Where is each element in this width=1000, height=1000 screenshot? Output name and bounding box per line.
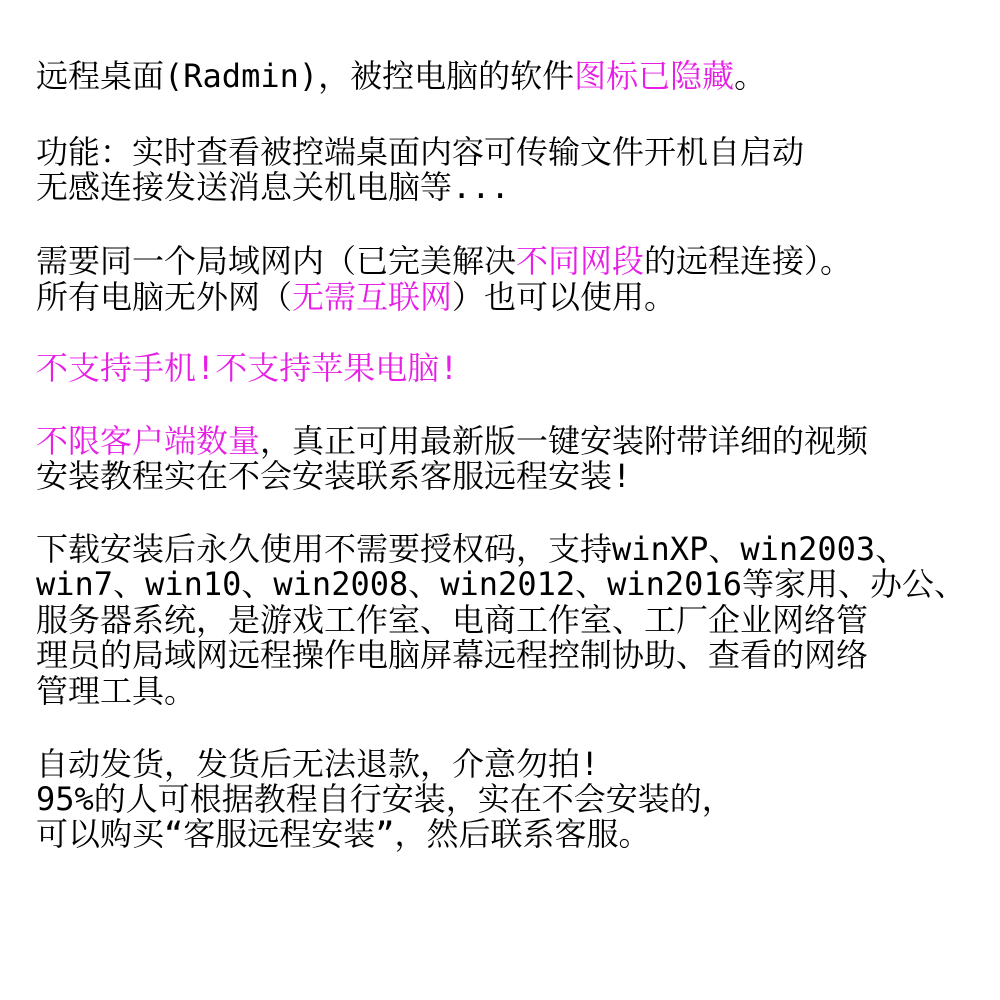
license-line-4 bbox=[36, 637, 868, 673]
network-text-1b: 的远程连接）。 bbox=[644, 242, 853, 280]
license-line-5 bbox=[36, 673, 196, 709]
intro-text-end: 。 bbox=[734, 57, 767, 95]
license-text-1: 下载安装后永久使用不需要授权码，支持winXP、win2003、 bbox=[36, 530, 908, 568]
network-text-2b: ）也可以使用。 bbox=[452, 278, 677, 316]
intro-line bbox=[36, 58, 766, 94]
features-line-1 bbox=[36, 134, 804, 170]
different-subnet-highlight: 不同网段 bbox=[516, 242, 645, 280]
delivery-line-2 bbox=[36, 781, 734, 817]
license-line-1 bbox=[36, 531, 907, 567]
unsupported-line bbox=[36, 350, 459, 386]
delivery-text-1: 自动发货，发货后无法退款，介意勿拍! bbox=[36, 745, 600, 783]
network-text-2a: 所有电脑无外网（ bbox=[36, 278, 293, 316]
unlimited-clients-line-1 bbox=[36, 423, 868, 459]
delivery-line-1 bbox=[36, 746, 599, 782]
icon-hidden-highlight: 图标已隐藏 bbox=[574, 57, 735, 95]
delivery-line-3 bbox=[36, 816, 651, 852]
license-line-3 bbox=[36, 602, 868, 638]
license-text-5: 管理工具。 bbox=[36, 672, 197, 710]
network-line-2 bbox=[36, 279, 676, 315]
network-line-1 bbox=[36, 243, 852, 279]
license-text-4: 理员的局域网远程操作电脑屏幕远程控制协助、查看的网络 bbox=[36, 636, 869, 674]
license-line-2 bbox=[36, 566, 966, 602]
license-text-2: win7、win10、win2008、win2012、win2016等家用、办公、 bbox=[36, 565, 966, 603]
network-text-1a: 需要同一个局域网内（已完美解决 bbox=[36, 242, 517, 280]
features-text-2: 无感连接发送消息关机电脑等... bbox=[36, 168, 510, 206]
install-tutorial-text: 安装教程实在不会安装联系客服远程安装! bbox=[36, 457, 632, 495]
unlimited-clients-text: ，真正可用最新版一键安装附带详细的视频 bbox=[260, 422, 869, 460]
intro-text: 远程桌面(Radmin)，被控电脑的软件 bbox=[36, 57, 575, 95]
features-line-2 bbox=[36, 169, 510, 205]
delivery-text-2: 95%的人可根据教程自行安装，实在不会安装的， bbox=[36, 780, 734, 818]
delivery-text-3: 可以购买“客服远程安装”，然后联系客服。 bbox=[36, 815, 651, 853]
unsupported-devices-highlight: 不支持手机!不支持苹果电脑! bbox=[36, 349, 459, 387]
unlimited-clients-highlight: 不限客户端数量 bbox=[36, 422, 261, 460]
features-text-1: 功能：实时查看被控端桌面内容可传输文件开机自启动 bbox=[36, 133, 805, 171]
no-internet-highlight: 无需互联网 bbox=[292, 278, 453, 316]
unlimited-clients-line-2 bbox=[36, 458, 631, 494]
license-text-3: 服务器系统，是游戏工作室、电商工作室、工厂企业网络管 bbox=[36, 601, 869, 639]
